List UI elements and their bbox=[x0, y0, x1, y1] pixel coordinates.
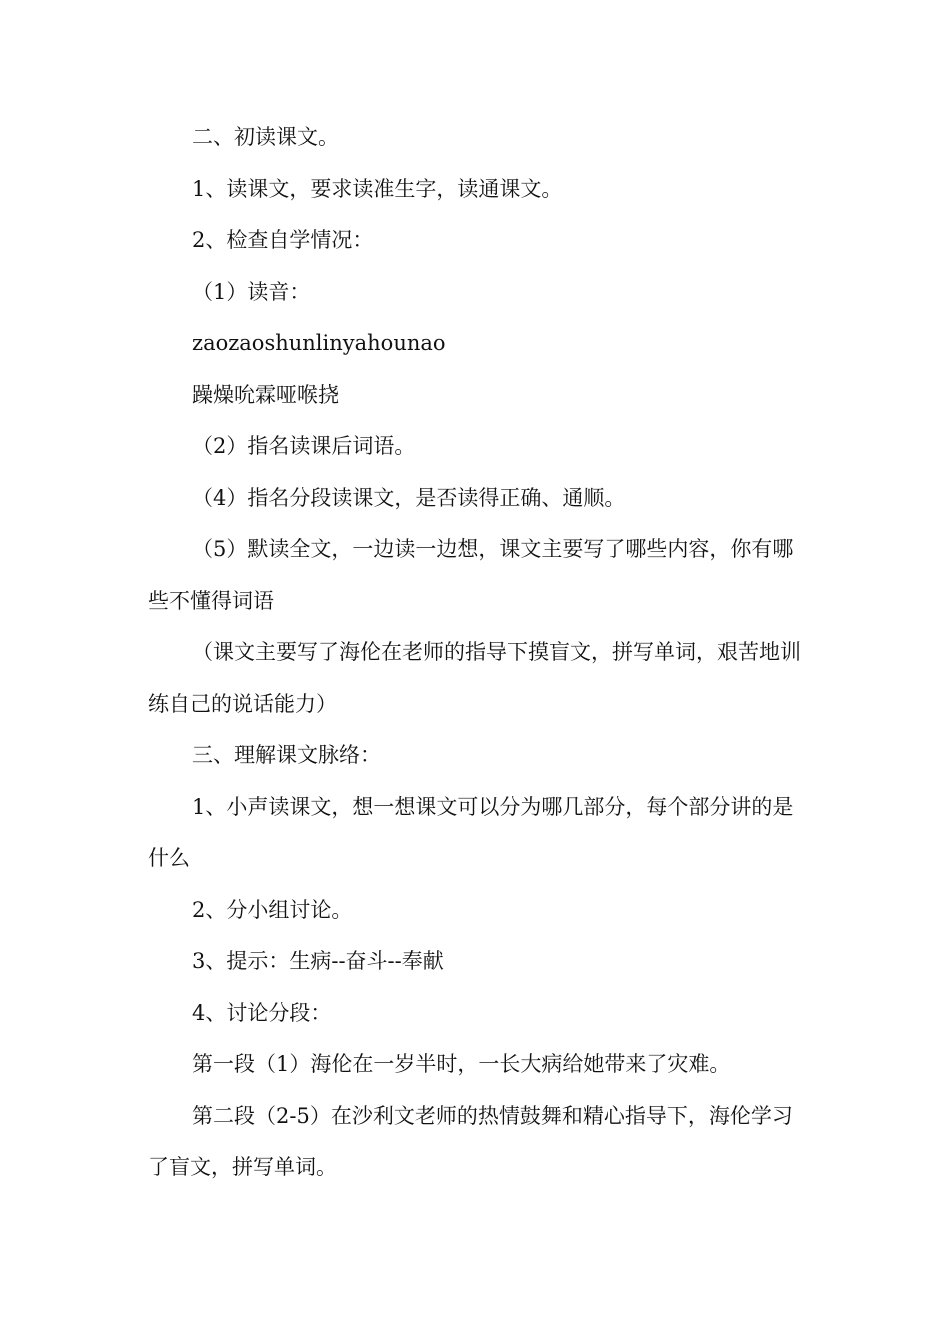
paragraph-characters: 躁燥吮霖哑喉挠 bbox=[192, 382, 339, 407]
paragraph-summary: （课文主要写了海伦在老师的指导下摸盲文，拼写单词，艰苦地训练自己的说话能力） bbox=[148, 640, 801, 716]
paragraph-sub-1: （1）读音： bbox=[192, 279, 311, 304]
paragraph-item-1: 1、读课文，要求读准生字，读通课文。 bbox=[192, 176, 563, 201]
heading-structure: 三、理解课文脉络： bbox=[192, 743, 381, 767]
paragraph-item-2: 2、检查自学情况： bbox=[192, 228, 374, 252]
paragraph-sub-2: （2）指名读课后词语。 bbox=[192, 434, 416, 458]
document-body bbox=[148, 112, 808, 1194]
paragraph-pinyin: zaozaoshunlinyahounao bbox=[192, 331, 446, 355]
paragraph-section-2: 第二段（2-5）在沙利文老师的热情鼓舞和精心指导下，海伦学习了盲文，拼写单词。 bbox=[148, 1103, 793, 1179]
paragraph-structure-2: 2、分小组讨论。 bbox=[192, 897, 353, 922]
paragraph-structure-1: 1、小声读课文，想一想课文可以分为哪几部分，每个部分讲的是什么 bbox=[148, 794, 794, 870]
paragraph-sub-4: （4）指名分段读课文，是否读得正确、通顺。 bbox=[192, 485, 626, 510]
paragraph-structure-4: 4、讨论分段： bbox=[192, 1000, 332, 1025]
paragraph-section-1: 第一段（1）海伦在一岁半时，一长大病给她带来了灾难。 bbox=[192, 1052, 731, 1076]
paragraph-sub-5: （5）默读全文，一边读一边想，课文主要写了哪些内容，你有哪些不懂得词语 bbox=[148, 537, 794, 613]
heading-first-reading: 二、初读课文。 bbox=[192, 125, 339, 149]
paragraph-structure-3: 3、提示：生病--奋斗--奉献 bbox=[192, 949, 444, 973]
